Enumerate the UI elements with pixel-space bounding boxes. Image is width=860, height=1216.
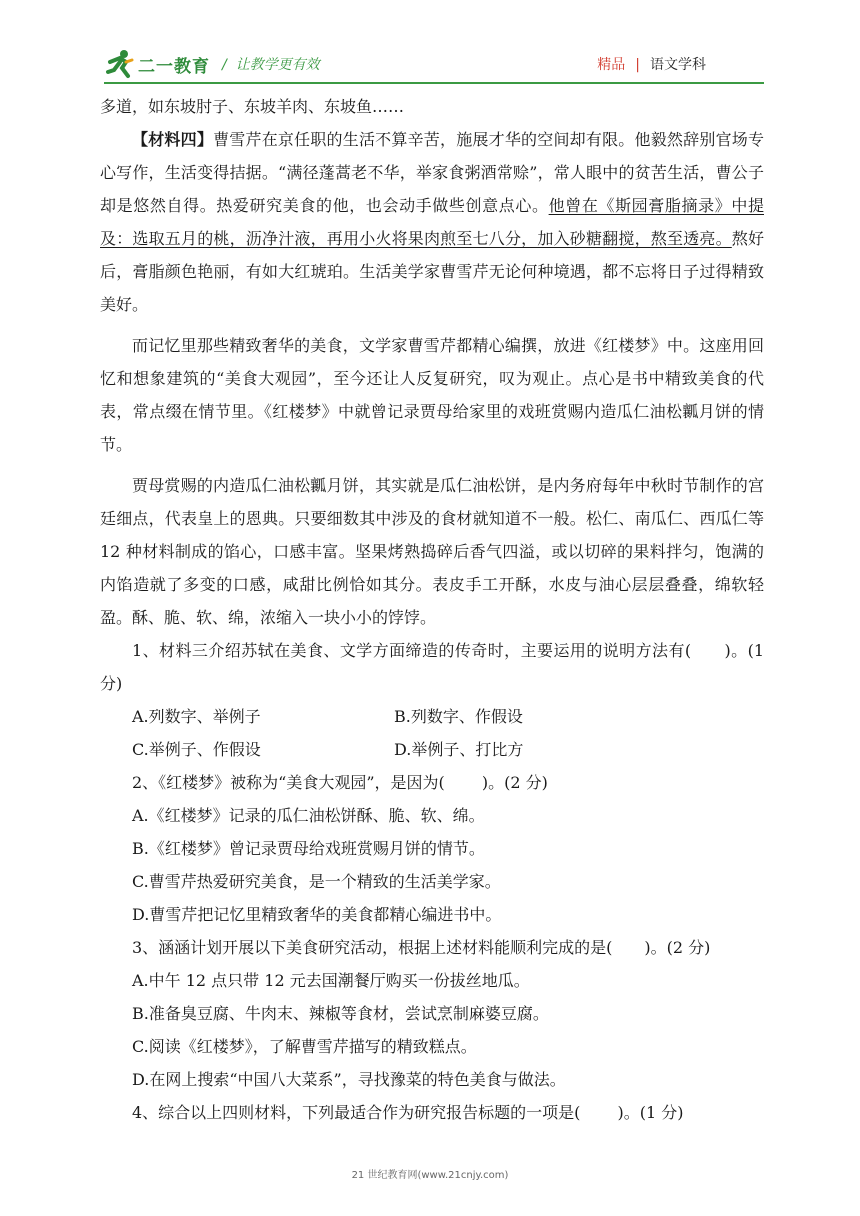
q1-option-b: B.列数字、作假设 [394, 707, 523, 726]
paragraph-mooncake: 贾母赏赐的内造瓜仁油松瓤月饼，其实就是瓜仁油松饼，是内务府每年中秋时节制作的宫廷细点，代表皇上的恩典。只要细数其中涉及的食材就知道不一般。松仁、南瓜仁、西瓜仁等 12 种材料制成的馅心，口感丰富。坚果烤熟捣碎后香气四溢，或以切碎的果料拌匀，饱满的内馅造就了多变的口感，咸甜比例恰如其分。表皮手工开酥，水皮与油心层层叠叠，绵软轻盈。酥、脆、软、绵，浓缩入一块小小的饽饽。 [100, 476, 764, 627]
document-body [100, 90, 764, 1129]
q2-option-a: A.《红楼梦》记录的瓜仁油松饼酥、脆、软、绵。 [132, 806, 485, 825]
q1-options-row-2 [100, 733, 764, 766]
material-four-paragraph [100, 123, 764, 321]
logo [104, 48, 234, 80]
header-rule [104, 82, 764, 84]
slogan-text: 让教学更有效 [235, 57, 320, 73]
q1-options-row-1 [100, 700, 764, 733]
q3-option-a: A.中午 12 点只带 12 元去国潮餐厅购买一份拔丝地瓜。 [132, 971, 530, 990]
page-header [104, 48, 764, 82]
material-four-underlined: 他曾在《斯园膏脂摘录》中提及：选取五月的桃，沥净汁液，再用小火将果肉煎至七八分，加入砂糖翻搅，熬至透亮。 [100, 196, 764, 248]
q1-option-d: D.举例子、打比方 [394, 740, 524, 759]
material-four-text-1: 曹雪芹在京任职的生活不算辛苦，施展才华的空间却有限。他毅然辞别官场专心写作，生活变得拮据。“满径蓬蒿老不华，举家食粥酒常赊”，常人眼中的贫苦生活，曹公子却是悠然自得。热爱研究美食的他，也会动手做些创意点心。 [100, 130, 764, 215]
slogan [222, 54, 320, 74]
q3-option-d: D.在网上搜索“中国八大菜系”，寻找豫菜的特色美食与做法。 [132, 1070, 566, 1089]
question-4: 4、综合以上四则材料，下列最适合作为研究报告标题的一项是( )。(1 分) [132, 1103, 684, 1122]
continued-line: 多道，如东坡肘子、东坡羊肉、东坡鱼…… [100, 97, 405, 116]
header-separator: | [635, 57, 640, 73]
subject-label: 语文学科 [650, 57, 706, 73]
header-right [597, 54, 706, 74]
material-four-tag: 【材料四】 [132, 130, 214, 149]
page-footer: 21 世纪教育网(www.21cnjy.com) [351, 1170, 509, 1181]
q2-option-d: D.曹雪芹把记忆里精致奢华的美食都精心编进书中。 [132, 905, 502, 924]
q3-option-c: C.阅读《红楼梦》，了解曹雪芹描写的精致糕点。 [132, 1037, 477, 1056]
slogan-divider: / [222, 57, 227, 73]
q3-option-b: B.准备臭豆腐、牛肉末、辣椒等食材，尝试烹制麻婆豆腐。 [132, 1004, 549, 1023]
premium-badge: 精品 [597, 57, 626, 73]
question-1: 1、材料三介绍苏轼在美食、文学方面缔造的传奇时，主要运用的说明方法有( )。(1 分) [100, 641, 764, 693]
question-3: 3、涵涵计划开展以下美食研究活动，根据上述材料能顺利完成的是( )。(2 分) [132, 938, 711, 957]
paragraph-honglou: 而记忆里那些精致奢华的美食，文学家曹雪芹都精心编撰，放进《红楼梦》中。这座用回忆和想象建筑的“美食大观园”，至今还让人反复研究，叹为观止。点心是书中精致美食的代表，常点缀在情节里。《红楼梦》中就曾记录贾母给家里的戏班赏赐内造瓜仁油松瓤月饼的情节。 [100, 336, 764, 454]
q2-option-c: C.曹雪芹热爱研究美食，是一个精致的生活美学家。 [132, 872, 501, 891]
logo-text: 二一教育 [138, 57, 210, 77]
question-2: 2、《红楼梦》被称为“美食大观园”，是因为( )。(2 分) [132, 773, 548, 792]
q1-option-a: A.列数字、举例子 [132, 707, 261, 726]
q1-option-c: C.举例子、作假设 [132, 740, 261, 759]
runner-logo-icon [104, 48, 136, 80]
material-four-text-2: 熬好后，膏脂颜色艳丽，有如大红琥珀。生活美学家曹雪芹无论何种境遇，都不忘将日子过得精致美好。 [100, 229, 764, 314]
q2-option-b: B.《红楼梦》曾记录贾母给戏班赏赐月饼的情节。 [132, 839, 485, 858]
